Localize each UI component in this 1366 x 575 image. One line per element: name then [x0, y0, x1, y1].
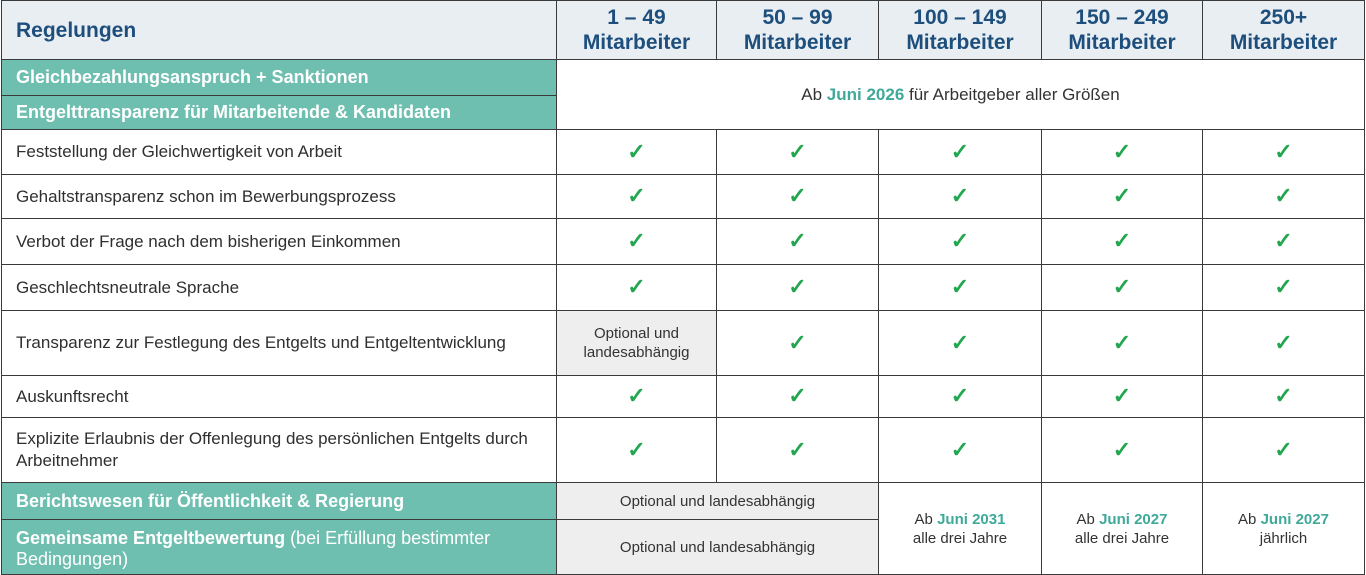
check-cell — [717, 311, 879, 376]
header-col-150-249 — [1042, 1, 1203, 60]
row-label: Auskunftsrecht — [2, 376, 557, 418]
check-icon: ✓ — [1112, 329, 1132, 355]
section-row — [2, 483, 1365, 520]
check-icon: ✓ — [627, 228, 646, 253]
optional-line-2: landesabhängig — [583, 344, 690, 361]
check-cell — [1042, 376, 1203, 418]
check-icon: ✓ — [627, 183, 646, 208]
span-note-all-employers — [557, 60, 1365, 130]
check-cell — [1203, 376, 1365, 418]
header-range: 1 – 49 — [607, 6, 666, 29]
header-unit: Mitarbeiter — [1229, 31, 1338, 54]
check-icon: ✓ — [1274, 228, 1293, 253]
span-note-prefix: Ab — [801, 84, 827, 104]
row-label: Geschlechtsneutrale Sprache — [2, 265, 557, 311]
header-unit: Mitarbeiter — [582, 31, 691, 54]
row-label: Transparenz zur Festlegung des Entgelts und Entgeltentwicklung — [2, 311, 557, 376]
check-cell — [879, 311, 1042, 376]
section-pay-transparency: Entgelttransparenz für Mitarbeitende & Kandidaten — [2, 96, 557, 130]
header-col-50-99 — [717, 1, 879, 60]
header-unit: Mitarbeiter — [1068, 31, 1176, 54]
check-icon: ✓ — [950, 329, 970, 355]
check-cell — [557, 376, 717, 418]
timeline-date: Juni 2027 — [1099, 510, 1168, 528]
check-cell — [879, 418, 1042, 483]
check-icon: ✓ — [627, 274, 646, 299]
header-range: 50 – 99 — [762, 6, 833, 29]
timeline-100-149 — [879, 483, 1042, 575]
check-cell — [1042, 130, 1203, 175]
check-cell — [717, 219, 879, 265]
timeline-date-line — [1203, 510, 1364, 529]
check-icon: ✓ — [1112, 383, 1132, 408]
regulations-table — [1, 0, 1365, 575]
optional-line-1: Optional und — [593, 325, 680, 342]
check-icon: ✓ — [1274, 138, 1293, 164]
check-cell — [717, 376, 879, 418]
timeline-frequency: alle drei Jahre — [1074, 529, 1170, 547]
check-icon: ✓ — [788, 383, 807, 408]
table-row — [2, 376, 1365, 418]
table-row — [2, 418, 1365, 483]
timeline-prefix: Ab — [1076, 510, 1100, 528]
timeline-prefix: Ab — [1238, 510, 1261, 528]
check-icon: ✓ — [627, 138, 646, 164]
check-cell — [879, 265, 1042, 311]
check-icon: ✓ — [950, 228, 970, 253]
check-icon: ✓ — [788, 138, 807, 164]
header-unit: Mitarbeiter — [906, 31, 1014, 54]
span-note-suffix: für Arbeitgeber aller Größen — [904, 84, 1120, 104]
optional-cell — [557, 311, 717, 376]
check-icon: ✓ — [788, 274, 807, 299]
header-range: 100 – 149 — [913, 6, 1007, 29]
header-title: Regelungen — [2, 1, 557, 60]
check-cell — [1203, 175, 1365, 219]
check-icon: ✓ — [950, 138, 970, 164]
check-icon: ✓ — [1112, 138, 1132, 164]
timeline-date-line — [879, 510, 1041, 529]
check-icon: ✓ — [950, 274, 970, 299]
header-unit: Mitarbeiter — [743, 31, 852, 54]
timeline-prefix: Ab — [914, 510, 938, 528]
check-icon: ✓ — [788, 436, 807, 462]
timeline-250-plus — [1203, 483, 1365, 575]
check-cell — [1042, 265, 1203, 311]
check-cell — [1042, 311, 1203, 376]
check-cell — [1203, 418, 1365, 483]
check-icon: ✓ — [1274, 436, 1293, 462]
check-icon: ✓ — [1112, 228, 1132, 253]
header-row — [2, 1, 1365, 60]
header-col-100-149 — [879, 1, 1042, 60]
check-cell — [717, 175, 879, 219]
section-title-bold: Gemeinsame Entgeltbewertung — [16, 528, 286, 548]
header-col-1-49 — [557, 1, 717, 60]
timeline-frequency: jährlich — [1259, 529, 1308, 547]
timeline-frequency: alle drei Jahre — [912, 529, 1008, 547]
section-joint-pay-assessment — [2, 520, 557, 575]
check-cell — [1203, 130, 1365, 175]
check-icon: ✓ — [1274, 383, 1293, 408]
timeline-150-249 — [1042, 483, 1203, 575]
span-note-date: Juni 2026 — [826, 84, 905, 104]
check-icon: ✓ — [1274, 183, 1293, 208]
table-row — [2, 219, 1365, 265]
check-cell — [717, 265, 879, 311]
section-reporting: Berichtswesen für Öffentlichkeit & Regierung — [2, 483, 557, 520]
row-label: Verbot der Frage nach dem bisherigen Einkommen — [2, 219, 557, 265]
check-cell — [557, 130, 717, 175]
check-cell — [879, 219, 1042, 265]
optional-cell-reporting: Optional und landesabhängig — [557, 483, 879, 520]
check-icon: ✓ — [1112, 436, 1132, 462]
section-row — [2, 60, 1365, 96]
check-cell — [879, 376, 1042, 418]
timeline-date: Juni 2031 — [937, 510, 1006, 528]
check-cell — [1042, 175, 1203, 219]
check-icon: ✓ — [950, 183, 970, 208]
check-icon: ✓ — [1112, 274, 1132, 299]
table-row — [2, 130, 1365, 175]
section-title-note: (bei Erfüllung bestimmter Bedingungen) — [16, 528, 491, 569]
table-row — [2, 311, 1365, 376]
check-icon: ✓ — [627, 436, 646, 462]
check-icon: ✓ — [950, 383, 970, 408]
row-label: Feststellung der Gleichwertigkeit von Arbeit — [2, 130, 557, 175]
check-cell — [717, 418, 879, 483]
header-range: 250+ — [1259, 6, 1308, 29]
header-col-250-plus — [1203, 1, 1365, 60]
table-row — [2, 265, 1365, 311]
table-row — [2, 175, 1365, 219]
check-cell — [557, 175, 717, 219]
check-icon: ✓ — [1274, 329, 1293, 355]
check-cell — [1203, 265, 1365, 311]
header-range: 150 – 249 — [1075, 6, 1169, 29]
check-cell — [879, 175, 1042, 219]
optional-cell-joint: Optional und landesabhängig — [557, 520, 879, 575]
section-equal-pay: Gleichbezahlungsanspruch + Sanktionen — [2, 60, 557, 96]
check-cell — [557, 219, 717, 265]
check-cell — [1203, 311, 1365, 376]
check-cell — [717, 130, 879, 175]
check-icon: ✓ — [1112, 183, 1132, 208]
check-cell — [1203, 219, 1365, 265]
row-label: Gehaltstransparenz schon im Bewerbungsprozess — [2, 175, 557, 219]
check-icon: ✓ — [788, 228, 807, 253]
check-icon: ✓ — [788, 183, 807, 208]
timeline-date-line — [1042, 510, 1202, 529]
timeline-date: Juni 2027 — [1260, 510, 1329, 528]
check-icon: ✓ — [950, 436, 970, 462]
check-cell — [557, 265, 717, 311]
check-cell — [1042, 219, 1203, 265]
check-cell — [1042, 418, 1203, 483]
check-cell — [879, 130, 1042, 175]
row-label: Explizite Erlaubnis der Offenlegung des persönlichen Entgelts durch Arbeitnehmer — [2, 418, 557, 483]
check-icon: ✓ — [788, 329, 807, 355]
check-cell — [557, 418, 717, 483]
check-icon: ✓ — [1274, 274, 1293, 299]
check-icon: ✓ — [627, 383, 646, 408]
